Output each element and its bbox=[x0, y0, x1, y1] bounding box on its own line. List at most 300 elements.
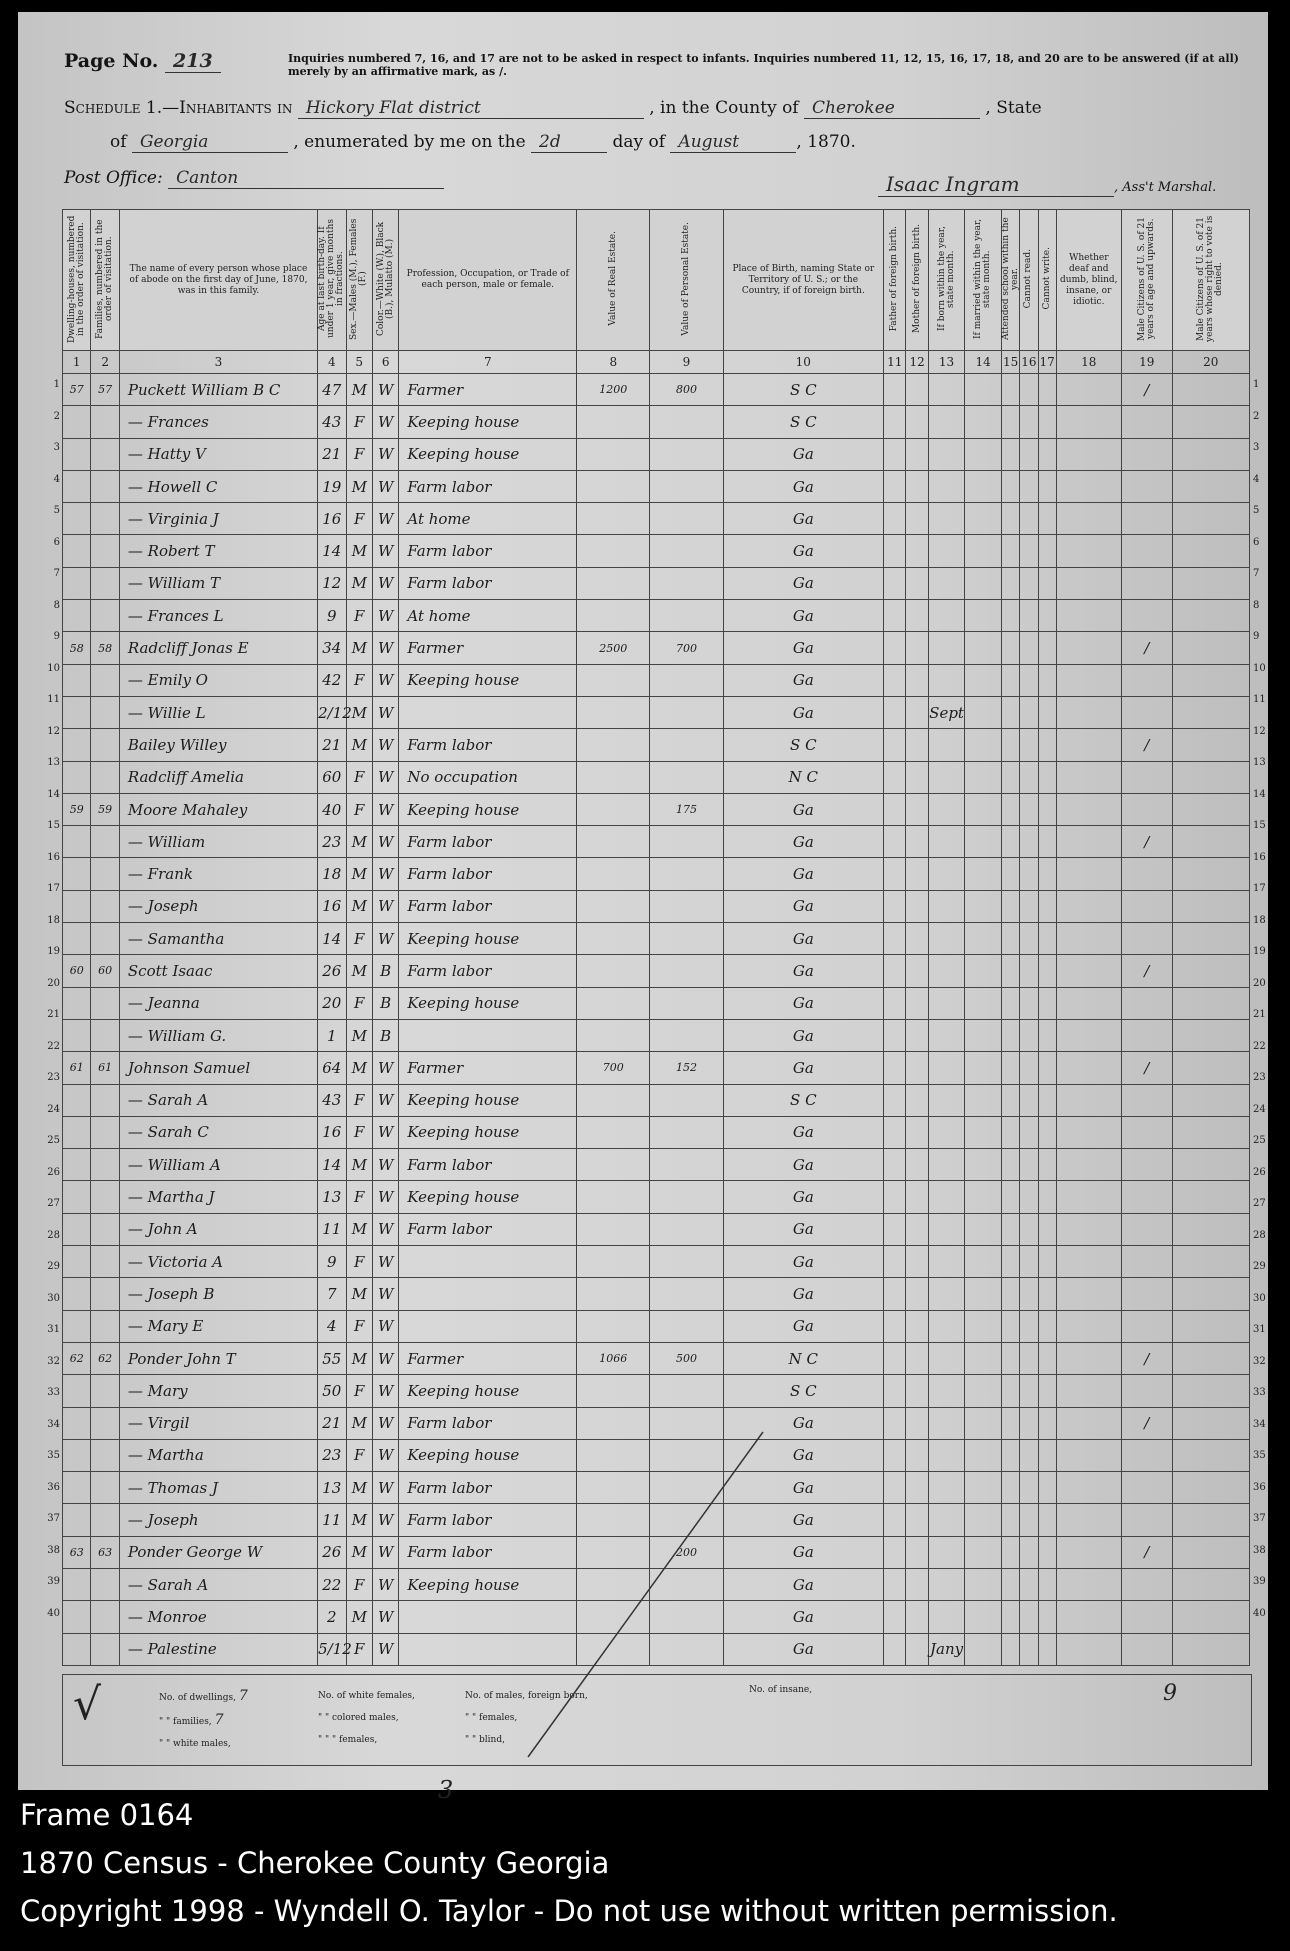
cell-birth: Ga bbox=[723, 1019, 884, 1051]
cell-pers bbox=[650, 1181, 723, 1213]
cell-birth: Ga bbox=[723, 1278, 884, 1310]
cell-c13 bbox=[928, 438, 965, 470]
cell-c13 bbox=[928, 1181, 965, 1213]
cell-blank bbox=[1056, 1407, 1121, 1439]
table-row bbox=[63, 890, 1250, 922]
table-row bbox=[63, 567, 1250, 599]
cell-name: — Martha bbox=[119, 1439, 317, 1471]
cell-fam bbox=[91, 535, 119, 567]
cell-blank bbox=[1056, 1536, 1121, 1568]
cell-fam bbox=[91, 890, 119, 922]
cell-name: — Howell C bbox=[119, 470, 317, 502]
cell-sex: M bbox=[346, 826, 372, 858]
cell-age: 1 bbox=[318, 1019, 346, 1051]
cell-c13 bbox=[928, 567, 965, 599]
cell-name: Ponder George W bbox=[119, 1536, 317, 1568]
line-number: 40 bbox=[1253, 1607, 1266, 1619]
cell-birth: Ga bbox=[723, 600, 884, 632]
table-row bbox=[63, 826, 1250, 858]
column-header-13 bbox=[928, 210, 965, 351]
line-number: 3 bbox=[1253, 442, 1260, 453]
cell-blank bbox=[1020, 1278, 1038, 1310]
cell-blank bbox=[1172, 1536, 1249, 1568]
cell-blank bbox=[1001, 761, 1019, 793]
cell-c19 bbox=[1121, 890, 1172, 922]
cell-fam bbox=[91, 503, 119, 535]
cell-blank bbox=[1001, 696, 1019, 728]
cell-birth: Ga bbox=[723, 438, 884, 470]
line-number: 9 bbox=[53, 631, 60, 642]
column-number: 10 bbox=[723, 351, 884, 374]
cell-blank bbox=[1056, 1439, 1121, 1471]
cell-dw: 57 bbox=[63, 374, 91, 406]
cell-blank bbox=[1001, 955, 1019, 987]
cell-color: W bbox=[372, 1213, 398, 1245]
cell-age: 9 bbox=[318, 1246, 346, 1278]
cell-color: W bbox=[372, 1116, 398, 1148]
cell-fam bbox=[91, 1084, 119, 1116]
line-number: 14 bbox=[1253, 788, 1266, 800]
cell-blank bbox=[1038, 1568, 1056, 1600]
cell-blank bbox=[1038, 1149, 1056, 1181]
cell-color: W bbox=[372, 1246, 398, 1278]
schedule-line: Schedule 1.—Inhabitants in Hickory Flat district , in the County of Cherokee , State bbox=[64, 98, 1042, 118]
cell-pers bbox=[650, 1246, 723, 1278]
cell-age: 21 bbox=[318, 438, 346, 470]
line-number: 2 bbox=[53, 410, 60, 422]
cell-age: 16 bbox=[318, 503, 346, 535]
cell-pers: 800 bbox=[650, 374, 723, 406]
cell-blank bbox=[1001, 1601, 1019, 1633]
cell-name: — Virginia J bbox=[119, 503, 317, 535]
cell-blank bbox=[1056, 923, 1121, 955]
column-number: 20 bbox=[1172, 351, 1249, 374]
cell-blank bbox=[1038, 890, 1056, 922]
cell-blank bbox=[965, 826, 1002, 858]
cell-blank bbox=[884, 1472, 906, 1504]
cell-blank bbox=[1038, 374, 1056, 406]
cell-blank bbox=[1001, 793, 1019, 825]
cell-occ: Keeping house bbox=[399, 1116, 577, 1148]
cell-blank bbox=[1056, 632, 1121, 664]
cell-blank bbox=[965, 1052, 1002, 1084]
cell-blank bbox=[1038, 1213, 1056, 1245]
cell-real bbox=[577, 1278, 650, 1310]
cell-birth: Ga bbox=[723, 923, 884, 955]
cell-blank bbox=[1038, 535, 1056, 567]
cell-blank bbox=[965, 858, 1002, 890]
cell-birth: Ga bbox=[723, 567, 884, 599]
table-row bbox=[63, 600, 1250, 632]
cell-blank bbox=[1038, 406, 1056, 438]
cell-birth: S C bbox=[723, 374, 884, 406]
table-row bbox=[63, 503, 1250, 535]
cell-birth: Ga bbox=[723, 535, 884, 567]
line-number: 37 bbox=[47, 1513, 60, 1524]
cell-blank bbox=[906, 1407, 928, 1439]
cell-blank bbox=[1038, 1310, 1056, 1342]
cell-fam bbox=[91, 1439, 119, 1471]
cell-sex: F bbox=[346, 600, 372, 632]
cell-sex: M bbox=[346, 890, 372, 922]
cell-blank bbox=[884, 1246, 906, 1278]
cell-blank bbox=[1038, 567, 1056, 599]
cell-blank bbox=[965, 1310, 1002, 1342]
cell-sex: M bbox=[346, 470, 372, 502]
cell-blank bbox=[1001, 535, 1019, 567]
table-row bbox=[63, 761, 1250, 793]
cell-sex: F bbox=[346, 1633, 372, 1665]
cell-age: 16 bbox=[318, 1116, 346, 1148]
cell-blank bbox=[1172, 696, 1249, 728]
cell-real bbox=[577, 987, 650, 1019]
cell-name: — Thomas J bbox=[119, 1472, 317, 1504]
cell-blank bbox=[1056, 1019, 1121, 1051]
cell-blank bbox=[1001, 1310, 1019, 1342]
cell-c13 bbox=[928, 470, 965, 502]
cell-blank bbox=[1020, 503, 1038, 535]
cell-c19: / bbox=[1121, 1052, 1172, 1084]
cell-blank bbox=[1056, 470, 1121, 502]
cell-blank bbox=[1172, 567, 1249, 599]
cell-fam bbox=[91, 1504, 119, 1536]
cell-blank bbox=[1172, 1633, 1249, 1665]
cell-real bbox=[577, 826, 650, 858]
cell-blank bbox=[1038, 1278, 1056, 1310]
cell-color: W bbox=[372, 664, 398, 696]
cell-fam bbox=[91, 1472, 119, 1504]
cell-pers bbox=[650, 987, 723, 1019]
cell-name: — Frances bbox=[119, 406, 317, 438]
cell-blank bbox=[1056, 1601, 1121, 1633]
cell-blank bbox=[1001, 600, 1019, 632]
cell-birth: Ga bbox=[723, 503, 884, 535]
line-number: 14 bbox=[47, 788, 60, 800]
cell-color: W bbox=[372, 600, 398, 632]
cell-blank bbox=[906, 1246, 928, 1278]
table-row bbox=[63, 1278, 1250, 1310]
column-header-label: Whether deaf and dumb, blind, insane, or idiotic. bbox=[1060, 252, 1118, 307]
cell-dw bbox=[63, 664, 91, 696]
cell-blank bbox=[906, 1536, 928, 1568]
cell-c19 bbox=[1121, 923, 1172, 955]
cell-name: — Palestine bbox=[119, 1633, 317, 1665]
cell-blank bbox=[1020, 406, 1038, 438]
cell-fam bbox=[91, 664, 119, 696]
cell-blank bbox=[965, 1342, 1002, 1374]
cell-birth: Ga bbox=[723, 890, 884, 922]
cell-blank bbox=[1172, 1181, 1249, 1213]
cell-c19 bbox=[1121, 470, 1172, 502]
cell-c19 bbox=[1121, 987, 1172, 1019]
cell-blank bbox=[1038, 761, 1056, 793]
cell-blank bbox=[1020, 1246, 1038, 1278]
table-row bbox=[63, 1246, 1250, 1278]
line-number: 18 bbox=[1253, 914, 1266, 926]
cell-age: 13 bbox=[318, 1181, 346, 1213]
cell-dw: 63 bbox=[63, 1536, 91, 1568]
cell-pers: 200 bbox=[650, 1536, 723, 1568]
cell-pers bbox=[650, 1116, 723, 1148]
cell-real bbox=[577, 761, 650, 793]
cell-blank bbox=[1172, 1084, 1249, 1116]
cell-color: W bbox=[372, 374, 398, 406]
line-number: 39 bbox=[47, 1576, 60, 1587]
cell-blank bbox=[1020, 761, 1038, 793]
cell-name: — Martha J bbox=[119, 1181, 317, 1213]
cell-name: Radcliff Jonas E bbox=[119, 632, 317, 664]
cell-c13 bbox=[928, 923, 965, 955]
cell-name: Bailey Willey bbox=[119, 729, 317, 761]
cell-sex: M bbox=[346, 1052, 372, 1084]
cell-c19: / bbox=[1121, 729, 1172, 761]
cell-fam bbox=[91, 696, 119, 728]
cell-fam bbox=[91, 600, 119, 632]
line-number: 6 bbox=[53, 536, 60, 548]
column-header-10 bbox=[723, 210, 884, 351]
cell-birth: S C bbox=[723, 406, 884, 438]
cell-blank bbox=[1020, 632, 1038, 664]
cell-blank bbox=[884, 1342, 906, 1374]
column-header-label: Dwelling-houses, numbered in the order of visitation. bbox=[66, 214, 86, 343]
line-number: 7 bbox=[1253, 568, 1260, 579]
cell-blank bbox=[906, 890, 928, 922]
cell-blank bbox=[1172, 761, 1249, 793]
cell-blank bbox=[1001, 1278, 1019, 1310]
cell-occ: Farm labor bbox=[399, 535, 577, 567]
cell-blank bbox=[1001, 1536, 1019, 1568]
cell-blank bbox=[906, 1310, 928, 1342]
cell-blank bbox=[1001, 1504, 1019, 1536]
cell-birth: Ga bbox=[723, 1213, 884, 1245]
cell-occ: Farm labor bbox=[399, 1213, 577, 1245]
cell-dw: 58 bbox=[63, 632, 91, 664]
cell-blank bbox=[906, 374, 928, 406]
cell-c19 bbox=[1121, 438, 1172, 470]
cell-age: 60 bbox=[318, 761, 346, 793]
cell-real bbox=[577, 1149, 650, 1181]
cell-occ bbox=[399, 1310, 577, 1342]
cell-blank bbox=[965, 761, 1002, 793]
cell-blank bbox=[1001, 374, 1019, 406]
line-number: 15 bbox=[1253, 820, 1266, 831]
cell-color: W bbox=[372, 406, 398, 438]
line-number: 34 bbox=[1253, 1418, 1266, 1430]
cell-blank bbox=[1056, 696, 1121, 728]
line-number: 12 bbox=[1253, 725, 1266, 737]
cell-occ: Farmer bbox=[399, 632, 577, 664]
cell-birth: Ga bbox=[723, 696, 884, 728]
cell-blank bbox=[906, 826, 928, 858]
cell-blank bbox=[1056, 1633, 1121, 1665]
cell-occ: Farm labor bbox=[399, 1407, 577, 1439]
cell-occ: Keeping house bbox=[399, 793, 577, 825]
cell-blank bbox=[1056, 793, 1121, 825]
cell-age: 40 bbox=[318, 793, 346, 825]
table-row bbox=[63, 729, 1250, 761]
cell-blank bbox=[906, 470, 928, 502]
cell-blank bbox=[906, 1633, 928, 1665]
cell-dw bbox=[63, 826, 91, 858]
cell-real bbox=[577, 567, 650, 599]
column-number: 6 bbox=[372, 351, 398, 374]
cell-real bbox=[577, 1084, 650, 1116]
cell-occ: At home bbox=[399, 600, 577, 632]
cell-blank bbox=[1038, 1181, 1056, 1213]
cell-fam bbox=[91, 1019, 119, 1051]
cell-blank bbox=[1038, 1472, 1056, 1504]
line-number: 30 bbox=[47, 1292, 60, 1304]
line-number: 17 bbox=[47, 883, 60, 894]
column-header-8 bbox=[577, 210, 650, 351]
cell-blank bbox=[1001, 1342, 1019, 1374]
cell-age: 50 bbox=[318, 1375, 346, 1407]
cell-name: — Sarah A bbox=[119, 1084, 317, 1116]
cell-c19 bbox=[1121, 535, 1172, 567]
cell-blank bbox=[1172, 1246, 1249, 1278]
cell-blank bbox=[1038, 729, 1056, 761]
cell-blank bbox=[1020, 987, 1038, 1019]
cell-name: — John A bbox=[119, 1213, 317, 1245]
cell-blank bbox=[1038, 858, 1056, 890]
line-number: 36 bbox=[1253, 1481, 1266, 1493]
cell-age: 18 bbox=[318, 858, 346, 890]
cell-c13 bbox=[928, 1375, 965, 1407]
cell-blank bbox=[965, 503, 1002, 535]
cell-name: — Emily O bbox=[119, 664, 317, 696]
column-number: 1 bbox=[63, 351, 91, 374]
line-number: 5 bbox=[53, 505, 60, 516]
cell-c13 bbox=[928, 826, 965, 858]
cell-blank bbox=[1020, 470, 1038, 502]
cell-blank bbox=[1172, 858, 1249, 890]
cell-blank bbox=[1001, 826, 1019, 858]
cell-blank bbox=[1056, 1278, 1121, 1310]
cell-c13: Sept bbox=[928, 696, 965, 728]
cell-blank bbox=[884, 858, 906, 890]
cell-dw bbox=[63, 406, 91, 438]
cell-blank bbox=[906, 696, 928, 728]
cell-blank bbox=[906, 1181, 928, 1213]
cell-blank bbox=[965, 535, 1002, 567]
cell-blank bbox=[1001, 1407, 1019, 1439]
cell-fam bbox=[91, 987, 119, 1019]
cell-blank bbox=[906, 438, 928, 470]
cell-age: 14 bbox=[318, 1149, 346, 1181]
cell-fam bbox=[91, 1278, 119, 1310]
cell-blank bbox=[1038, 923, 1056, 955]
cell-blank bbox=[1038, 1375, 1056, 1407]
cell-blank bbox=[1020, 1342, 1038, 1374]
cell-blank bbox=[965, 1181, 1002, 1213]
cell-blank bbox=[1038, 955, 1056, 987]
column-header-label: Place of Birth, naming State or Territory of U. S.; or the Country, if of foreign birth. bbox=[732, 263, 875, 296]
cell-sex: F bbox=[346, 1084, 372, 1116]
cell-blank bbox=[906, 503, 928, 535]
table-row bbox=[63, 1019, 1250, 1051]
cell-real: 700 bbox=[577, 1052, 650, 1084]
cell-blank bbox=[965, 1278, 1002, 1310]
cell-real bbox=[577, 1181, 650, 1213]
cell-fam bbox=[91, 761, 119, 793]
line-number: 31 bbox=[1253, 1324, 1266, 1335]
cell-blank bbox=[884, 1601, 906, 1633]
cell-blank bbox=[1172, 535, 1249, 567]
cell-dw bbox=[63, 1633, 91, 1665]
cell-name: — William G. bbox=[119, 1019, 317, 1051]
cell-fam bbox=[91, 1181, 119, 1213]
cell-blank bbox=[906, 1439, 928, 1471]
cell-pers bbox=[650, 923, 723, 955]
cell-blank bbox=[884, 987, 906, 1019]
cell-c19: / bbox=[1121, 955, 1172, 987]
cell-blank bbox=[884, 1019, 906, 1051]
cell-c19 bbox=[1121, 1601, 1172, 1633]
cell-blank bbox=[1038, 632, 1056, 664]
cell-occ: Keeping house bbox=[399, 1084, 577, 1116]
cell-dw bbox=[63, 923, 91, 955]
cell-blank bbox=[1020, 1472, 1038, 1504]
cell-blank bbox=[1020, 858, 1038, 890]
table-row bbox=[63, 632, 1250, 664]
cell-pers bbox=[650, 729, 723, 761]
totals-col-4: No. of insane, bbox=[749, 1685, 813, 1695]
cell-blank bbox=[1020, 535, 1038, 567]
cell-blank bbox=[884, 923, 906, 955]
cell-real bbox=[577, 923, 650, 955]
cell-blank bbox=[1172, 1504, 1249, 1536]
cell-blank bbox=[1001, 1375, 1019, 1407]
cell-blank bbox=[1020, 1407, 1038, 1439]
cell-age: 21 bbox=[318, 729, 346, 761]
cell-name: Puckett William B C bbox=[119, 374, 317, 406]
cell-age: 4 bbox=[318, 1310, 346, 1342]
cell-real bbox=[577, 1246, 650, 1278]
line-number: 24 bbox=[47, 1103, 60, 1115]
cell-blank bbox=[906, 406, 928, 438]
cell-occ: Farm labor bbox=[399, 470, 577, 502]
line-number: 19 bbox=[1253, 946, 1266, 957]
cell-blank bbox=[1038, 1504, 1056, 1536]
column-header-17 bbox=[1038, 210, 1056, 351]
cell-real bbox=[577, 503, 650, 535]
cell-blank bbox=[965, 1116, 1002, 1148]
cell-dw bbox=[63, 1181, 91, 1213]
cell-blank bbox=[1038, 438, 1056, 470]
cell-real bbox=[577, 600, 650, 632]
cell-c19 bbox=[1121, 1084, 1172, 1116]
cell-blank bbox=[965, 1407, 1002, 1439]
cell-dw: 61 bbox=[63, 1052, 91, 1084]
line-number: 2 bbox=[1253, 410, 1260, 422]
cell-sex: F bbox=[346, 987, 372, 1019]
cell-c13 bbox=[928, 1310, 965, 1342]
cell-blank bbox=[906, 1084, 928, 1116]
line-number: 20 bbox=[47, 977, 60, 989]
column-number: 14 bbox=[965, 351, 1002, 374]
cell-blank bbox=[965, 600, 1002, 632]
cell-occ: Farm labor bbox=[399, 729, 577, 761]
cell-sex: F bbox=[346, 761, 372, 793]
cell-blank bbox=[1001, 664, 1019, 696]
cell-c19: / bbox=[1121, 374, 1172, 406]
cell-c13 bbox=[928, 1213, 965, 1245]
cell-age: 23 bbox=[318, 1439, 346, 1471]
line-number: 6 bbox=[1253, 536, 1260, 548]
cell-blank bbox=[1020, 826, 1038, 858]
cell-name: — Mary E bbox=[119, 1310, 317, 1342]
column-number: 16 bbox=[1020, 351, 1038, 374]
